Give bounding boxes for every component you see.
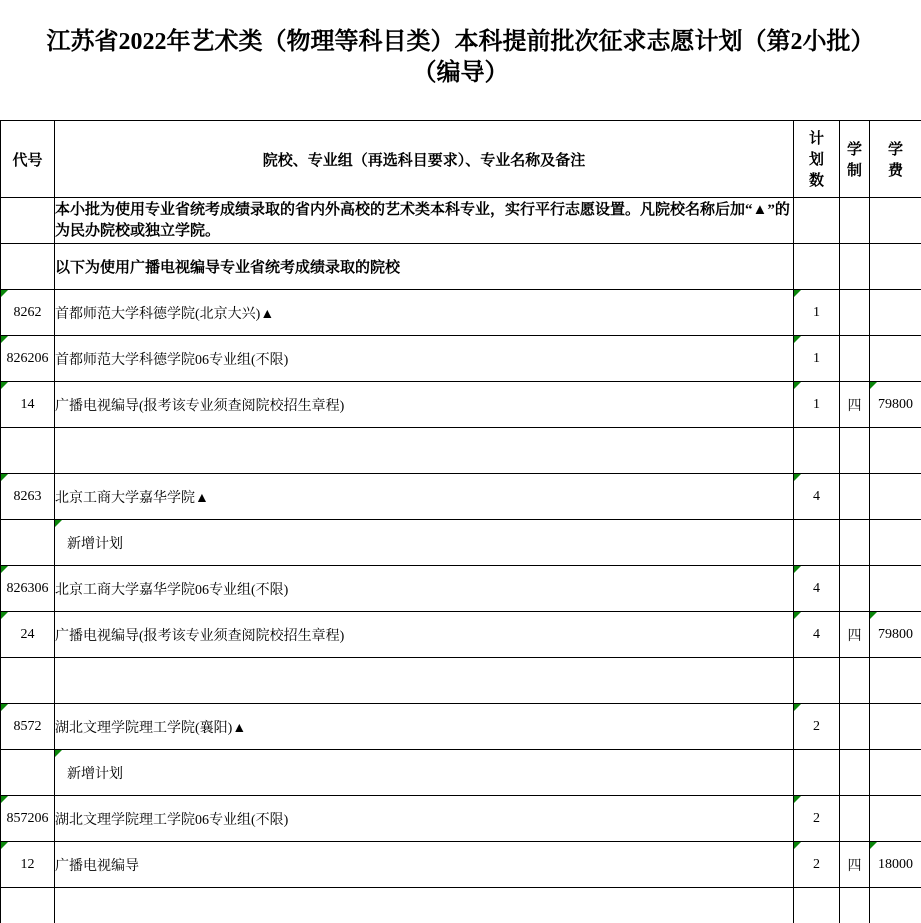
code-cell: 826306 — [1, 566, 55, 612]
fee-cell: 79800 — [870, 382, 921, 428]
name-cell — [55, 888, 794, 923]
duration-cell — [840, 290, 870, 336]
plan-cell — [794, 244, 840, 290]
page-title — [0, 27, 921, 89]
plan-cell: 1 — [794, 336, 840, 382]
name-cell: 北京工商大学嘉华学院▲ — [55, 474, 794, 520]
code-cell: 826206 — [1, 336, 55, 382]
table-row — [1, 842, 921, 888]
code-cell: 8262 — [1, 290, 55, 336]
header-duration-vertical — [840, 132, 869, 187]
fee-cell — [870, 566, 921, 612]
corner-marker-icon — [794, 704, 801, 711]
fee-cell — [870, 290, 921, 336]
name-cell: 广播电视编导(报考该专业须查阅院校招生章程) — [55, 612, 794, 658]
plan-cell: 4 — [794, 612, 840, 658]
header-fee — [870, 121, 921, 198]
corner-marker-icon — [1, 612, 8, 619]
duration-cell — [840, 520, 870, 566]
header-plan-char: 数 — [808, 173, 824, 189]
name-cell: 新增计划 — [55, 520, 794, 566]
corner-marker-icon — [794, 290, 801, 297]
fee-cell — [870, 428, 921, 474]
corner-marker-icon — [55, 750, 62, 757]
fee-cell — [870, 796, 921, 842]
admission-plan-table — [0, 120, 921, 923]
corner-marker-icon — [794, 566, 801, 573]
name-cell: 湖北文理学院理工学院06专业组(不限) — [55, 796, 794, 842]
note-row — [1, 198, 921, 244]
corner-marker-icon — [870, 612, 877, 619]
name-cell: 北京工商大学嘉华学院06专业组(不限) — [55, 566, 794, 612]
corner-marker-icon — [1, 566, 8, 573]
name-cell — [55, 658, 794, 704]
duration-cell: 四 — [840, 842, 870, 888]
corner-marker-icon — [870, 382, 877, 389]
corner-marker-icon — [55, 520, 62, 527]
corner-marker-icon — [794, 336, 801, 343]
duration-cell — [840, 566, 870, 612]
table-row — [1, 704, 921, 750]
fee-cell — [870, 704, 921, 750]
code-cell — [1, 244, 55, 290]
table-row — [1, 566, 921, 612]
table-row — [1, 796, 921, 842]
duration-cell — [840, 704, 870, 750]
duration-cell — [840, 888, 870, 923]
plan-cell: 1 — [794, 382, 840, 428]
plan-cell: 1 — [794, 290, 840, 336]
section-row — [1, 244, 921, 290]
table-row — [1, 474, 921, 520]
name-cell: 首都师范大学科德学院(北京大兴)▲ — [55, 290, 794, 336]
corner-marker-icon — [1, 336, 8, 343]
header-duration-char: 制 — [846, 162, 862, 179]
code-cell: 8572 — [1, 704, 55, 750]
name-cell: 广播电视编导(报考该专业须查阅院校招生章程) — [55, 382, 794, 428]
corner-marker-icon — [1, 290, 8, 297]
duration-cell: 四 — [840, 612, 870, 658]
code-cell — [1, 198, 55, 244]
table-row-empty — [1, 428, 921, 474]
duration-cell — [840, 474, 870, 520]
duration-cell — [840, 244, 870, 290]
fee-cell: 79800 — [870, 612, 921, 658]
code-cell: 24 — [1, 612, 55, 658]
fee-cell — [870, 244, 921, 290]
name-cell: 广播电视编导 — [55, 842, 794, 888]
corner-marker-icon — [1, 842, 8, 849]
plan-cell — [794, 428, 840, 474]
duration-cell — [840, 336, 870, 382]
corner-marker-icon — [794, 474, 801, 481]
header-plan-count — [794, 121, 840, 198]
plan-cell: 2 — [794, 796, 840, 842]
plan-cell — [794, 888, 840, 923]
plan-cell: 4 — [794, 566, 840, 612]
table-row — [1, 290, 921, 336]
name-cell: 首都师范大学科德学院06专业组(不限) — [55, 336, 794, 382]
corner-marker-icon — [1, 704, 8, 711]
name-cell — [55, 428, 794, 474]
header-plan-char: 划 — [808, 152, 824, 168]
fee-cell: 18000 — [870, 842, 921, 888]
table-row-added-plan — [1, 750, 921, 796]
header-main: 院校、专业组（再选科目要求）、专业名称及备注 — [55, 121, 794, 198]
table-row-empty — [1, 888, 921, 923]
plan-cell: 4 — [794, 474, 840, 520]
name-cell: 新增计划 — [55, 750, 794, 796]
corner-marker-icon — [794, 796, 801, 803]
batch-note: 本小批为使用专业省统考成绩录取的省内外高校的艺术类本科专业，实行平行志愿设置。凡院校名称后加“▲”的为民办院校或独立学院。 — [55, 198, 794, 244]
table-row — [1, 382, 921, 428]
header-code: 代号 — [1, 121, 55, 198]
corner-marker-icon — [794, 842, 801, 849]
header-plan-char: 计 — [808, 131, 824, 147]
corner-marker-icon — [870, 842, 877, 849]
code-cell: 857206 — [1, 796, 55, 842]
duration-cell — [840, 796, 870, 842]
code-cell: 8263 — [1, 474, 55, 520]
fee-cell — [870, 198, 921, 244]
code-cell — [1, 750, 55, 796]
fee-cell — [870, 658, 921, 704]
plan-cell — [794, 520, 840, 566]
header-fee-vertical — [870, 132, 921, 187]
table-row — [1, 612, 921, 658]
duration-cell — [840, 428, 870, 474]
code-cell — [1, 520, 55, 566]
header-duration-char: 学 — [846, 141, 862, 158]
code-cell: 12 — [1, 842, 55, 888]
table-header-row — [1, 121, 921, 198]
table-row — [1, 336, 921, 382]
header-fee-char: 费 — [887, 162, 903, 179]
fee-cell — [870, 888, 921, 923]
code-cell — [1, 658, 55, 704]
fee-cell — [870, 336, 921, 382]
name-cell: 湖北文理学院理工学院(襄阳)▲ — [55, 704, 794, 750]
corner-marker-icon — [794, 382, 801, 389]
duration-cell: 四 — [840, 382, 870, 428]
plan-cell — [794, 658, 840, 704]
plan-cell — [794, 750, 840, 796]
section-heading: 以下为使用广播电视编导专业省统考成绩录取的院校 — [55, 244, 794, 290]
duration-cell — [840, 658, 870, 704]
code-cell: 14 — [1, 382, 55, 428]
duration-cell — [840, 198, 870, 244]
plan-cell: 2 — [794, 704, 840, 750]
header-duration — [840, 121, 870, 198]
table-row-added-plan — [1, 520, 921, 566]
corner-marker-icon — [794, 612, 801, 619]
corner-marker-icon — [1, 796, 8, 803]
code-cell — [1, 428, 55, 474]
plan-cell: 2 — [794, 842, 840, 888]
fee-cell — [870, 474, 921, 520]
table-row-empty — [1, 658, 921, 704]
header-fee-char: 学 — [887, 141, 903, 158]
page-title-line2: （编导） — [412, 60, 509, 86]
corner-marker-icon — [1, 474, 8, 481]
fee-cell — [870, 520, 921, 566]
header-plan-count-vertical — [794, 121, 839, 197]
plan-cell — [794, 198, 840, 244]
corner-marker-icon — [1, 382, 8, 389]
fee-cell — [870, 750, 921, 796]
page-title-line1: 江苏省2022年艺术类（物理等科目类）本科提前批次征求志愿计划（第2小批） — [46, 29, 875, 55]
duration-cell — [840, 750, 870, 796]
code-cell — [1, 888, 55, 923]
